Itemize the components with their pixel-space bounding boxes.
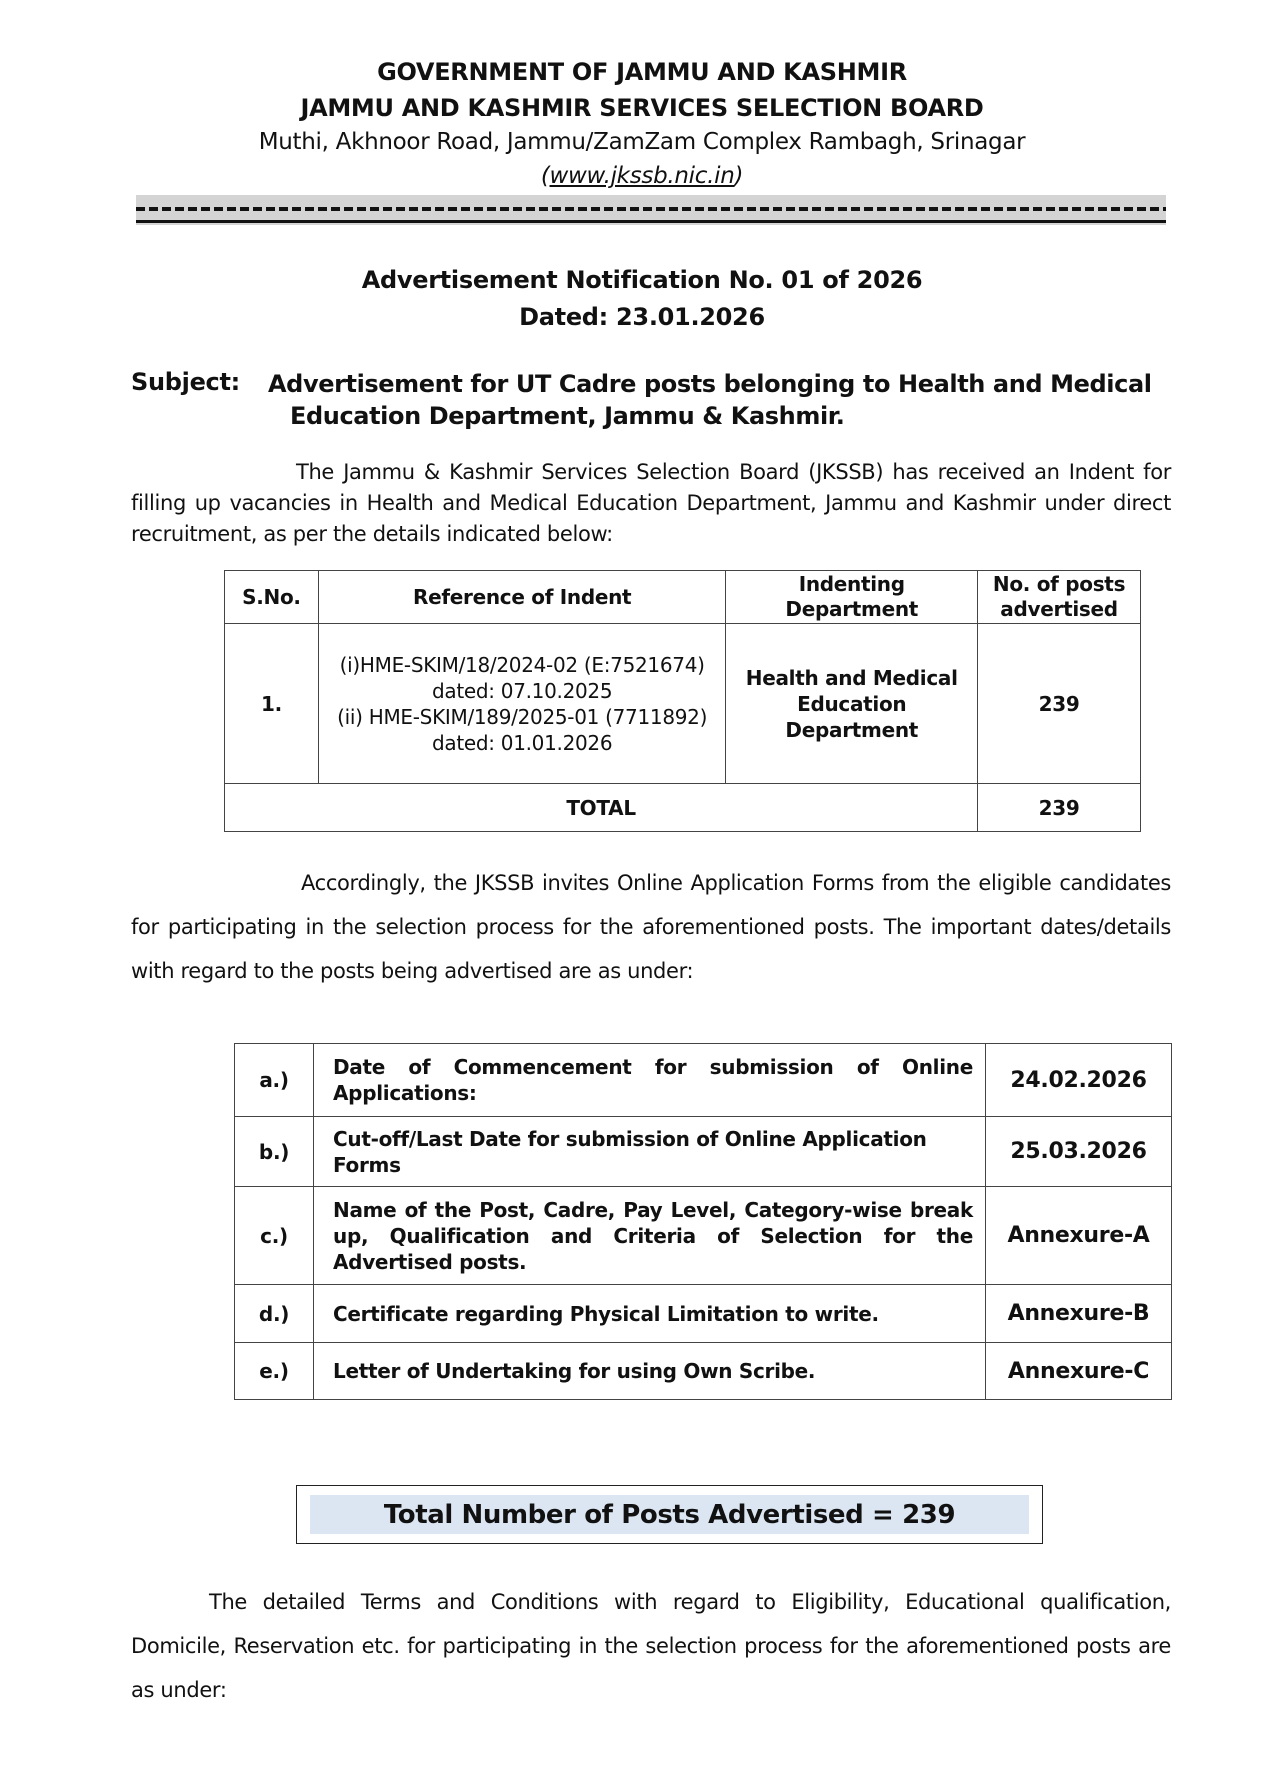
row-value-annexure-c[interactable]: Annexure-C (986, 1343, 1172, 1400)
header-department (726, 571, 978, 624)
header-address: Muthi, Akhnoor Road, Jammu/ZamZam Complex Rambagh, Srinagar (258, 129, 1026, 155)
indent-table-header (225, 571, 1141, 624)
reference-line: dated: 07.10.2025 (431, 678, 613, 703)
subject-label: Subject: (131, 368, 240, 396)
invitation-paragraph: Accordingly, the JKSSB invites Online Application Forms from the eligible candidates for participating in the selection process for the aforementioned posts. The important dates/details with regard to the posts being advertised are as under: (131, 871, 1171, 983)
table-row (235, 1343, 1172, 1400)
important-dates-table (234, 1043, 1172, 1400)
header-posts-line-1: No. of posts (992, 572, 1126, 596)
row-description: Cut-off/Last Date for submission of Online Application Forms (314, 1117, 986, 1187)
row-label: b.) (235, 1117, 314, 1187)
intro-paragraph: The Jammu & Kashmir Services Selection Board (JKSSB) has received an Indent for filling up vacancies in Health and Medical Education Department, Jammu and Kashmir under direct recruitment, as per the details indicated below: (131, 460, 1171, 546)
reference-line: dated: 01.01.2026 (431, 730, 613, 755)
department-line: Health and Medical (745, 665, 958, 690)
notification-date: Dated: 23.01.2026 (519, 303, 765, 331)
header-reference: Reference of Indent (318, 571, 725, 624)
total-posts-box (296, 1485, 1043, 1544)
table-row (235, 1044, 1172, 1117)
cell-reference (318, 624, 725, 784)
total-posts-banner: Total Number of Posts Advertised = 239 (310, 1495, 1029, 1534)
department-line: Education (797, 691, 907, 716)
header-website (0, 163, 1284, 189)
row-label: c.) (235, 1187, 314, 1285)
total-row (225, 784, 1141, 832)
subject-line-1: Advertisement for UT Cadre posts belonging to Health and Medical (268, 370, 1152, 398)
table-row (225, 624, 1141, 784)
cell-posts: 239 (978, 624, 1141, 784)
indent-table (224, 570, 1141, 832)
row-description: Letter of Undertaking for using Own Scribe. (314, 1343, 986, 1400)
solid-rule (136, 220, 1166, 223)
website-paren-close: ) (734, 163, 744, 189)
header-department-line-1: Indenting (798, 572, 905, 596)
row-description: Name of the Post, Cadre, Pay Level, Category-wise break up, Qualification and Criteria of Selection for the Advertised posts. (314, 1187, 986, 1285)
row-label: d.) (235, 1285, 314, 1343)
notification-title: Advertisement Notification No. 01 of 2026 (361, 266, 923, 294)
dashed-rule (136, 207, 1166, 211)
header-posts-line-2: advertised (1000, 597, 1118, 621)
header-government: GOVERNMENT OF JAMMU AND KASHMIR (377, 58, 907, 86)
department-line: Department (785, 717, 919, 742)
header-posts (978, 571, 1141, 624)
reference-line: (i)HME-SKIM/18/2024-02 (E:7521674) (339, 652, 705, 677)
letterhead-divider (136, 195, 1166, 225)
website-link[interactable]: www.jkssb.nic.in (549, 163, 735, 189)
header-board-name: JAMMU AND KASHMIR SERVICES SELECTION BOARD (300, 94, 984, 122)
row-value-annexure-b[interactable]: Annexure-B (986, 1285, 1172, 1343)
row-label: a.) (235, 1044, 314, 1117)
subject-text (268, 368, 1173, 432)
row-description: Date of Commencement for submission of Online Applications: (314, 1044, 986, 1117)
row-description: Certificate regarding Physical Limitation to write. (314, 1285, 986, 1343)
subject-line-2: Education Department, Jammu & Kashmir. (290, 402, 845, 430)
website-paren-open: ( (540, 163, 550, 189)
row-value: 24.02.2026 (986, 1044, 1172, 1117)
header-sno: S.No. (225, 571, 319, 624)
table-row (235, 1187, 1172, 1285)
total-value: 239 (978, 784, 1141, 832)
table-row (235, 1117, 1172, 1187)
total-label: TOTAL (225, 784, 978, 832)
terms-paragraph: The detailed Terms and Conditions with regard to Eligibility, Educational qualification, Domicile, Reservation etc. for participating in the selection process for the aforementioned posts are as under: (131, 1590, 1171, 1702)
header-department-line-2: Department (785, 597, 919, 621)
reference-line: (ii) HME-SKIM/189/2025-01 (7711892) (337, 704, 708, 729)
cell-department (726, 624, 978, 784)
table-row (235, 1285, 1172, 1343)
row-value: 25.03.2026 (986, 1117, 1172, 1187)
row-label: e.) (235, 1343, 314, 1400)
row-value-annexure-a[interactable]: Annexure-A (986, 1187, 1172, 1285)
cell-sno: 1. (225, 624, 319, 784)
